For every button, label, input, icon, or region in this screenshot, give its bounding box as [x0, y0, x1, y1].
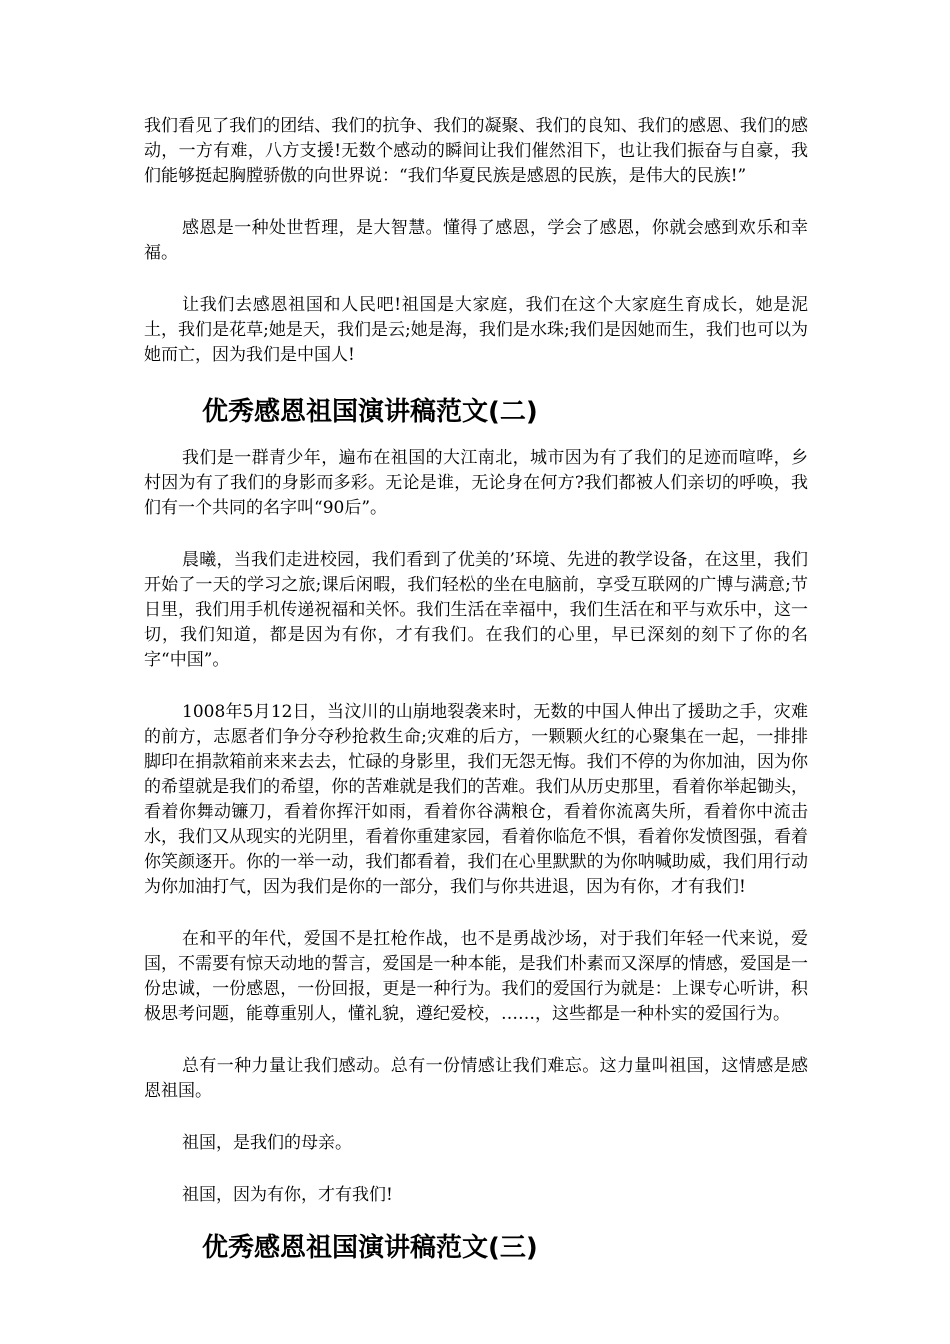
- paragraph-mother: 祖国，是我们的母亲。: [182, 1133, 352, 1153]
- paragraph-power: 总有一种力量让我们感动。总有一份情感让我们难忘。这力量叫祖国，这情感是感恩祖国。: [144, 1056, 808, 1101]
- paragraph-gratitude-wisdom: 感恩是一种处世哲理，是大智慧。懂得了感恩，学会了感恩，你就会感到欢乐和幸福。: [144, 218, 808, 263]
- paragraph-patriotism: 在和平的年代，爱国不是扛枪作战，也不是勇战沙场，对于我们年轻一代来说，爱国，不需要有惊天动地的誓言，爱国是一种本能，是我们朴素而又深厚的情感，爱国是一份忠诚，一份感恩，一份回报，更是一种行为。我们的爱国行为就是：上课专心听讲，积极思考问题，能尊重别人，懂礼貌，遵纪爱校，……，这些都是一种朴实的爱国行为。: [144, 929, 808, 1024]
- section-heading-three: 优秀感恩祖国演讲稿范文(三): [202, 1233, 538, 1263]
- document-page: [144, 114, 808, 1268]
- paragraph-earthquake: 1008年5月12日，当汶川的山崩地裂袭来时，无数的中国人伸出了援助之手，灾难的前方，志愿者们争分夺秒抢救生命;灾难的后方，一颗颗火红的心聚集在一起，一排排脚印在捐款箱前来来去去，忙碌的身影里，我们无怨无悔。我们不停的为你加油，因为你的希望就是我们的希望，你的苦难就是我们的苦难。我们从历史那里，看着你举起锄头，看着你舞动镰刀，看着你挥汗如雨，看着你谷满粮仓，看着你流离失所，看着你中流击水，我们又从现实的光阴里，看着你重建家园，看着你临危不惧，看着你发愤图强，看着你笑颜逐开。你的一举一动，我们都看着，我们在心里默默的为你呐喊助威，我们用行动为你加油打气，因为我们是你的一部分，我们与你共进退，因为有你，才有我们!: [144, 702, 808, 897]
- paragraph-youth: 我们是一群青少年，遍布在祖国的大江南北，城市因为有了我们的足迹而喧哗，乡村因为有了我们的身影而多彩。无论是谁，无论身在何方?我们都被人们亲切的呼唤，我们有一个共同的名字叫“90后”。: [144, 448, 808, 518]
- paragraph-thank-motherland: 让我们去感恩祖国和人民吧!祖国是大家庭，我们在这个大家庭生育成长，她是泥土，我们是花草;她是天，我们是云;她是海，我们是水珠;我们是因她而生，我们也可以为她而亡，因为我们是中国人!: [144, 295, 808, 365]
- paragraph-morning: 晨曦，当我们走进校园，我们看到了优美的’环境、先进的教学设备，在这里，我们开始了一天的学习之旅;课后闲暇，我们轻松的坐在电脑前，享受互联网的广博与满意;节日里，我们用手机传递祝福和关怀。我们生活在幸福中，我们生活在和平与欢乐中，这一切，我们知道，都是因为有你，才有我们。在我们的心里，早已深刻的刻下了你的名字“中国”。: [144, 550, 808, 670]
- paragraph-because-you: 祖国，因为有你，才有我们!: [182, 1185, 393, 1205]
- section-heading-two: 优秀感恩祖国演讲稿范文(二): [202, 397, 538, 427]
- paragraph-unity: 我们看见了我们的团结、我们的抗争、我们的凝聚、我们的良知、我们的感恩、我们的感动，一方有难，八方支援!无数个感动的瞬间让我们催然泪下，也让我们振奋与自豪，我们能够挺起胸膛骄傲的向世界说：“我们华夏民族是感恩的民族，是伟大的民族!”: [144, 116, 808, 186]
